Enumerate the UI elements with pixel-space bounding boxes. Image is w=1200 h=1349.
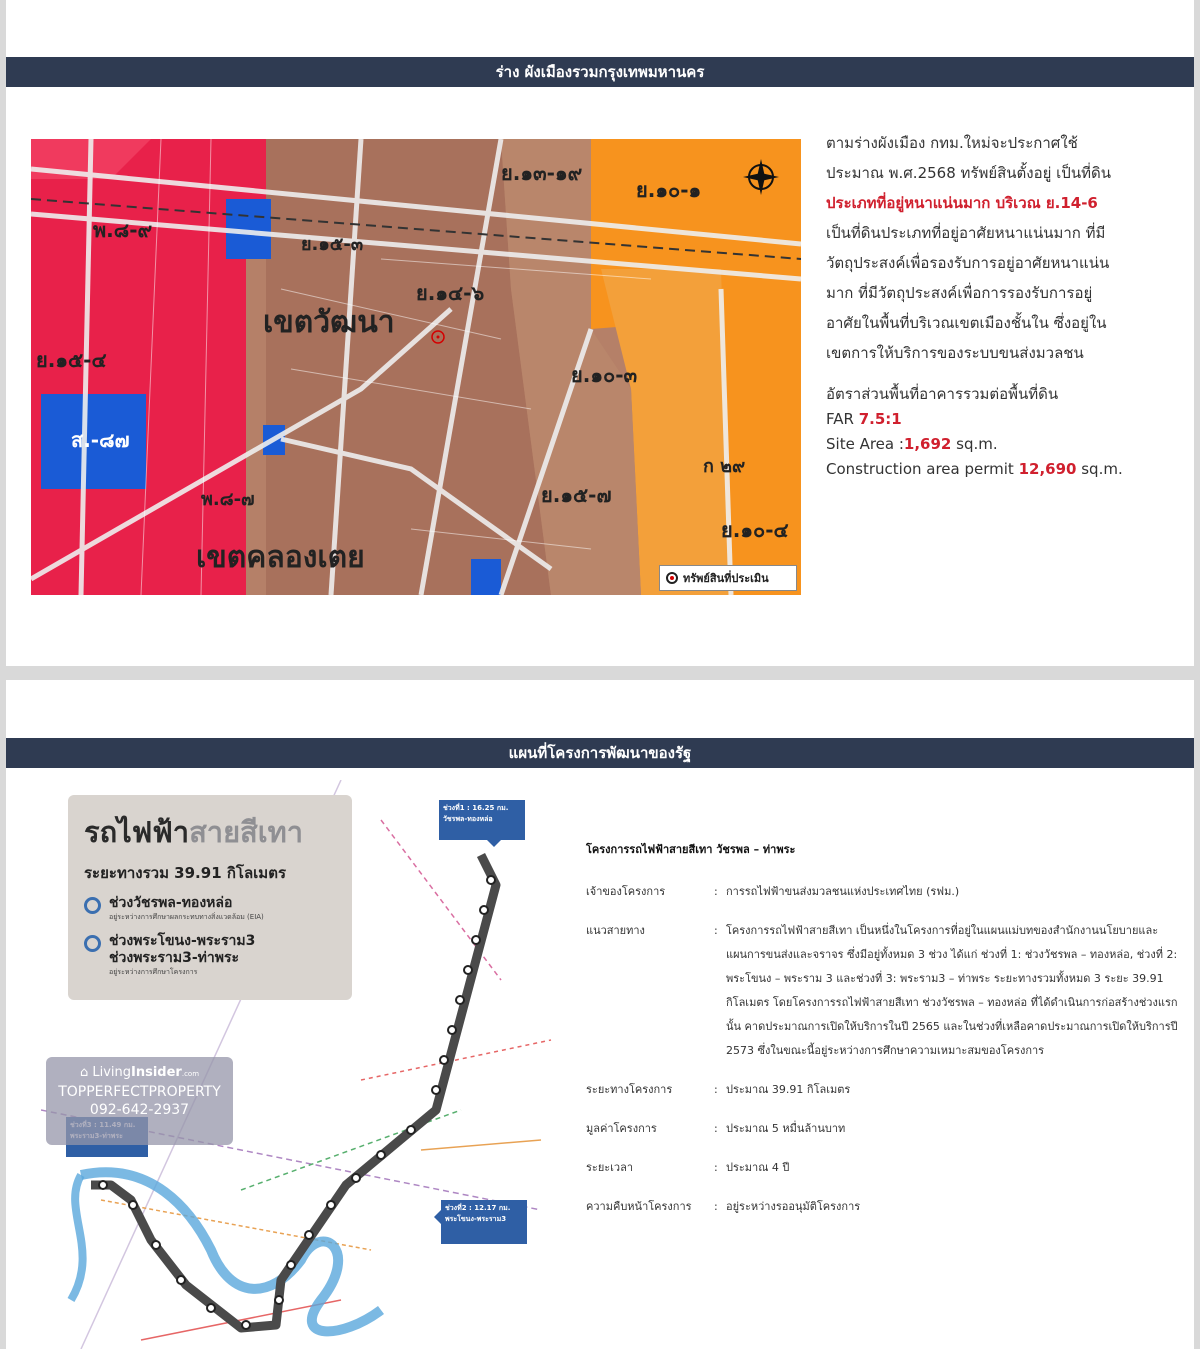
far-stat: FAR 7.5:1 [826, 410, 902, 428]
station-icon [407, 1126, 415, 1134]
far-label: อัตราส่วนพื้นที่อาคารรวมต่อพื้นที่ดิน [826, 385, 1059, 403]
project-title: โครงการรถไฟฟ้าสายสีเทา วัชรพล – ท่าพระ [586, 843, 796, 856]
watermark-phone: 092-642-2937 [89, 1102, 190, 1118]
station-icon [242, 1321, 250, 1329]
map-label-district-2: เขตคลองเตย [196, 540, 365, 575]
project-row-value: โครงการรถไฟฟ้าสายสีเทา เป็นหนึ่งในโครงการที่อยู่ในแผนแม่บทของสำนักงานนโยบายและแผนการขนส่งและจราจร ซึ่งมีอยู่ทั้งหมด 3 ช่วง ได้แก่ ช่วงที่ 1: ช่วงวัชรพล – ทองหล่อ, ช่วงที่ 2: พระโขนง – พระราม 3 และช่วงที่ 3: พระราม3 – ท่าพระ ระยะทางรวมทั้งหมด 3 ระยะ 39.91 กิโลเมตร โดยโครงการรถไฟฟ้าสายสีเทา ช่วงวัชรพล – ทองหล่อ ที่ได้ดำเนินการก่อสร้างช่วงแรกนั้น คาดประมาณการเปิดให้บริการในปี 2565 และในช่วงที่เหลือคาดประมาณการเปิดให้บริการปี 2573 ซึ่งในขณะนี้อยู่ระหว่างการศึกษาความเหมาะสมของโครงการ [726, 924, 1178, 1057]
construction-value: 12,690 [1018, 460, 1077, 478]
desc-line: ตามร่างผังเมือง กทม.ใหม่จะประกาศใช้ [826, 134, 1078, 152]
map-label-zone-5: ย.๑๐-๔ [721, 518, 789, 542]
map-label-zone-3: ย.๑๐-๓ [571, 363, 638, 387]
site-area-stat: Site Area :1,692 sq.m. [826, 435, 998, 453]
desc-line: วัตถุประสงค์เพื่อรองรับการอยู่อาศัยหนาแน่น [826, 254, 1110, 272]
station-icon [456, 996, 464, 1004]
construction-stat: Construction area permit 12,690 sq.m. [826, 460, 1123, 478]
gov-projects-header: แผนที่โครงการพัฒนาของรัฐ [6, 738, 1194, 768]
segment-2 [84, 933, 336, 978]
project-row: แนวสายทาง : โครงการรถไฟฟ้าสายสีเทา เป็นหนึ่งในโครงการที่อยู่ในแผนแม่บทของสำนักงานนโยบายและแผนการขนส่งและจราจร ซึ่งมีอยู่ทั้งหมด 3 ช่วง ได้แก่ ช่วงที่ 1: ช่วงวัชรพล – ทองหล่อ, ช่วงที่ 2: พระโขนง – พระราม 3 และช่วงที่ 3: พระราม3 – ท่าพระ ระยะทางรวมทั้งหมด 3 ระยะ 39.91 กิโลเมตร โดยโครงการรถไฟฟ้าสายสีเทา ช่วงวัชรพล – ทองหล่อ ที่ได้ดำเนินการก่อสร้างช่วงแรกนั้น คาดประมาณการเปิดให้บริการในปี 2565 และในช่วงที่เหลือคาดประมาณการเปิดให้บริการปี 2573 ซึ่งในขณะนี้อยู่ระหว่างการศึกษาความเหมาะสมของโครงการ [586, 919, 1186, 1063]
site-area-value: 1,692 [903, 435, 952, 453]
map-label-zone-2: ย.๑๔-๖ [416, 281, 485, 305]
callout-segment-2: ช่วงที่2 : 12.17 กม. พระโขนง-พระราม3 [441, 1200, 527, 1244]
project-row-label: แนวสายทาง [586, 924, 645, 937]
project-row: ระยะเวลา : ประมาณ 4 ปี [586, 1156, 1186, 1180]
project-row-value: อยู่ระหว่างรออนุมัติโครงการ [726, 1200, 861, 1213]
station-icon [487, 876, 495, 884]
project-row-value: ประมาณ 5 หมื่นล้านบาท [726, 1122, 846, 1135]
segment-2-name-a: ช่วงพระโขนง-พระราม3 [109, 933, 256, 949]
property-marker-icon [666, 572, 678, 584]
segment-1-note: อยู่ระหว่างการศึกษาผลกระทบทางสิ่งแวดล้อม (EIA) [109, 913, 264, 921]
zoning-header: ร่าง ผังเมืองรวมกรุงเทพมหานคร [6, 57, 1194, 87]
station-icon [448, 1026, 456, 1034]
desc-highlight: ประเภทที่อยู่หนาแน่นมาก บริเวณ ย.14-6 [826, 194, 1098, 212]
project-row: ความคืบหน้าโครงการ : อยู่ระหว่างรออนุมัติโครงการ [586, 1195, 1186, 1219]
project-row: มูลค่าโครงการ : ประมาณ 5 หมื่นล้านบาท [586, 1117, 1186, 1141]
segment-2-name-b: ช่วงพระราม3-ท่าพระ [109, 950, 239, 966]
desc-line: เป็นที่ดินประเภทที่อยู่อาศัยหนาแน่นมาก ที่มี [826, 224, 1106, 242]
project-info [586, 840, 1186, 1234]
station-icon [464, 966, 472, 974]
callout-segment-1: ช่วงที่1 : 16.25 กม. วัชรพล-ทองหล่อ [439, 800, 525, 840]
map-label-zone-7: ย.๑๕-๓ [301, 234, 364, 255]
station-icon [305, 1231, 313, 1239]
desc-line: มาก ที่มีวัตถุประสงค์เพื่อการรองรับการอยู่ [826, 284, 1093, 302]
project-row-label: ระยะเวลา [586, 1161, 634, 1174]
station-icon [152, 1241, 160, 1249]
map-label-zone-11: พ.๘-๗ [201, 489, 255, 510]
station-icon [327, 1201, 335, 1209]
station-icon [287, 1261, 295, 1269]
project-row: เจ้าของโครงการ : การรถไฟฟ้าขนส่งมวลชนแห่งประเทศไทย (รฟม.) [586, 880, 1186, 904]
station-icon [352, 1174, 360, 1182]
project-row-label: ความคืบหน้าโครงการ [586, 1200, 692, 1213]
map-label-zone-12: ย.๑๐-๑ [636, 178, 702, 202]
desc-line: เขตการให้บริการของระบบขนส่งมวลชน [826, 344, 1084, 362]
station-icon [440, 1056, 448, 1064]
station-icon [207, 1304, 215, 1312]
segment-ring-icon [84, 935, 101, 952]
project-row-label: มูลค่าโครงการ [586, 1122, 657, 1135]
gov-projects-panel [6, 680, 1194, 1349]
project-row-label: เจ้าของโครงการ [586, 885, 666, 898]
map-label-zone-1: ย.๑๓-๑๙ [501, 161, 583, 185]
station-icon [472, 936, 480, 944]
far-value: 7.5:1 [858, 410, 902, 428]
station-icon [275, 1296, 283, 1304]
station-icon [432, 1086, 440, 1094]
zoning-description [826, 128, 1156, 482]
station-icon [177, 1276, 185, 1284]
map-label-zone-6: พ.๘-๙ [93, 218, 153, 242]
project-row-label: ระยะทางโครงการ [586, 1083, 673, 1096]
map-label-district-1: เขตวัฒนา [263, 305, 395, 340]
project-row: ระยะทางโครงการ : ประมาณ 39.91 กิโลเมตร [586, 1078, 1186, 1102]
map-label-zone-10: ย.๑๕-๔ [36, 348, 107, 372]
station-icon [480, 906, 488, 914]
zoning-map [31, 139, 801, 595]
segment-ring-icon [84, 897, 101, 914]
segment-1-name: ช่วงวัชรพล-ทองหล่อ [109, 895, 233, 911]
map-label-zone-9: ก ๒๙ [703, 456, 746, 477]
zoning-panel [6, 0, 1194, 666]
project-row-value: ประมาณ 39.91 กิโลเมตร [726, 1083, 851, 1096]
grey-line-card [68, 795, 352, 1000]
map-legend-label: ทรัพย์สินที่ประเมิน [683, 572, 769, 585]
project-row-value: การรถไฟฟ้าขนส่งมวลชนแห่งประเทศไทย (รฟม.) [726, 885, 960, 898]
station-icon [129, 1201, 137, 1209]
station-icon [99, 1181, 107, 1189]
watermark [46, 1057, 233, 1145]
segment-1 [84, 895, 336, 923]
desc-line: ประมาณ พ.ศ.2568 ทรัพย์สินตั้งอยู่ เป็นที่ดิน [826, 164, 1111, 182]
map-legend [659, 565, 797, 591]
zoning-map-graphic [31, 139, 801, 595]
desc-line: อาศัยในพื้นที่บริเวณเขตเมืองชั้นใน ซึ่งอยู่ใน [826, 314, 1107, 332]
line-title: รถไฟฟ้าสายสีเทา [84, 815, 304, 849]
map-label-zone-8: ส.-๘๗ [71, 428, 130, 452]
map-label-zone-4: ย.๑๕-๗ [541, 483, 612, 507]
line-distance: ระยะทางรวม 39.91 กิโลเมตร [84, 864, 286, 882]
watermark-brand: ⌂ LivingInsider.com [79, 1065, 200, 1080]
project-row-value: ประมาณ 4 ปี [726, 1161, 790, 1174]
watermark-name: TOPPERFECTPROPERTY [58, 1084, 221, 1100]
station-icon [377, 1151, 385, 1159]
segment-2-note: อยู่ระหว่างการศึกษาโครงการ [109, 968, 198, 976]
